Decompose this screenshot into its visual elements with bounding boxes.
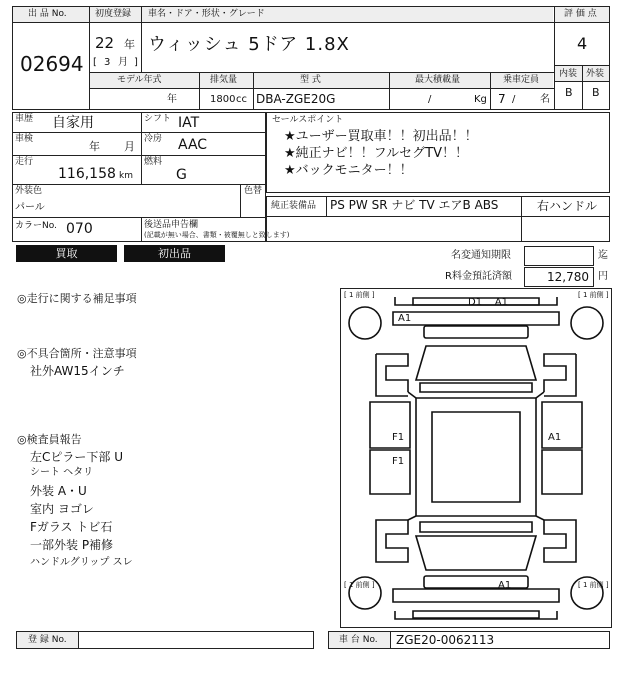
reg-no-label: 登 録 No. [28, 635, 67, 645]
running-notes-title: ◎走行に関する補足事項 [17, 292, 137, 305]
mark-front-top: D1 A1 [468, 297, 508, 308]
mileage-unit: km [119, 171, 133, 181]
inspection-year: 年 [89, 140, 100, 153]
inspector-line: ハンドルグリップ スレ [30, 557, 133, 568]
model-year-label: モデル年式 [117, 75, 162, 85]
color-no: 070 [66, 221, 93, 237]
mark-left-rear-door: F1 [392, 456, 405, 467]
chassis-no: ZGE20-0062113 [396, 633, 495, 647]
color-label: 外装色 [15, 186, 43, 196]
mark-front-bumper: A1 [398, 313, 412, 324]
diagram-corner-label: [ 1 前側 ] [344, 581, 375, 589]
handle-side: 右ハンドル [537, 199, 598, 213]
first-reg-month: 3 [104, 57, 111, 68]
equipment-label: 純正装備品 [271, 201, 317, 211]
mark-left-front-door: F1 [392, 432, 405, 443]
grade-value: 4 [577, 34, 588, 53]
ac-label: 冷房 [144, 134, 163, 144]
first-reg-month-unit: 月 [118, 57, 128, 68]
inspector-title: ◎検査員報告 [17, 433, 82, 446]
capacity: 7 [498, 92, 506, 106]
grade-label: 評 価 点 [564, 9, 597, 19]
inspector-line: シート ヘタリ [30, 467, 94, 478]
max-load-label: 最大積載量 [415, 75, 461, 85]
ac: AAC [178, 137, 208, 153]
recycle-value: 12,780 [547, 270, 589, 284]
recycle-unit: 円 [598, 271, 608, 282]
shift-label: シフト [144, 114, 172, 124]
first-listing-badge: 初出品 [124, 245, 225, 262]
displacement-unit: cc [236, 94, 247, 105]
inspector-line: Fガラス トビ石 [30, 520, 113, 534]
interior-grade: B [565, 86, 573, 99]
interior-label: 内装 [559, 69, 578, 79]
car-name-label: 車名・ドア・形状・グレード [148, 9, 265, 19]
first-reg-label: 初度登録 [95, 9, 132, 19]
history: 自家用 [52, 115, 94, 131]
inspector-line: 外装 A・U [30, 484, 87, 498]
car-diagram [340, 288, 612, 628]
name-change-label: 名変通知期限 [451, 250, 511, 261]
name-change-unit: 迄 [598, 250, 608, 261]
sales-point-line: ★ユーザー買取車！！初出品！！ [284, 129, 478, 144]
chassis-label: 車 台 No. [339, 635, 378, 645]
color-no-label: カラーNo. [15, 221, 57, 231]
displacement-label: 排気量 [210, 75, 238, 85]
exterior-label: 外装 [586, 69, 605, 79]
mileage: 116,158 [58, 166, 116, 182]
defect-line: 社外AW15インチ [30, 364, 125, 378]
history-label: 車歴 [15, 114, 34, 124]
buyback-badge: 買取 [16, 245, 117, 262]
fuel: G [176, 167, 187, 183]
mileage-label: 走行 [15, 157, 34, 167]
sales-point-line: ★純正ナビ！！フルセグTV！！ [284, 146, 468, 161]
inspector-line: 左Cピラー下部 U [30, 450, 123, 464]
sales-point-line: ★バックモニター！！ [284, 163, 413, 178]
mark-rear: A1 [498, 580, 512, 591]
load-unit: Kg [474, 94, 487, 105]
diagram-corner-label: [ 1 前側 ] [578, 581, 609, 589]
load-slash: / [428, 94, 432, 105]
displacement: 1800 [210, 94, 236, 105]
inspection-month: 月 [124, 140, 135, 153]
capacity-unit: 名 [540, 94, 550, 105]
first-reg-year-unit: 年 [124, 38, 135, 51]
diagram-corner-label: [ 1 前側 ] [344, 291, 375, 299]
capacity-slash: / [512, 94, 516, 105]
exterior-grade: B [592, 86, 600, 99]
docs-note: (記載が無い場合、書類・被覆無しと致します) [144, 231, 290, 239]
color: パール [15, 202, 45, 213]
color-change-label: 色替 [244, 186, 263, 196]
docs-label: 後送品申告欄 [144, 220, 199, 230]
mark-right-side: A1 [548, 432, 562, 443]
lot-no-label: 出 品 No. [28, 9, 67, 19]
lot-no: 02694 [20, 52, 84, 76]
capacity-label: 乗車定員 [503, 75, 540, 85]
shift: IAT [178, 115, 200, 131]
inspection-label: 車検 [15, 134, 34, 144]
fuel-label: 燃料 [144, 157, 163, 167]
type-code: DBA-ZGE20G [256, 92, 336, 106]
first-reg-year: 22 [95, 34, 115, 52]
car-name: ウィッシュ 5ドア 1.8X [148, 34, 350, 55]
equipment-items: PS PW SR ナビ TV エアB ABS [330, 198, 499, 212]
name-change-box [524, 246, 594, 266]
diagram-corner-label: [ 1 前側 ] [578, 291, 609, 299]
sales-points-title: セールスポイント [272, 115, 344, 125]
type-label: 型 式 [300, 75, 321, 85]
model-year-unit: 年 [167, 94, 177, 105]
recycle-label: R料金預託済額 [445, 271, 512, 282]
inspector-line: 一部外装 P補修 [30, 538, 114, 552]
defects-title: ◎不具合箇所・注意事項 [17, 347, 137, 360]
inspector-line: 室内 ヨゴレ [30, 502, 94, 516]
